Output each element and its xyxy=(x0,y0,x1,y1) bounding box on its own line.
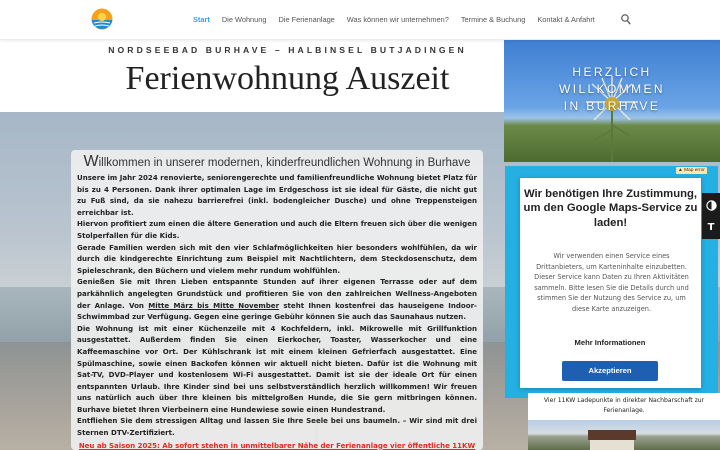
charging-points-notice[interactable]: Neu ab Saison 2025: Ab sofort stehen in unmittelbarer Nähe der Ferienanlage vier öffentliche 11KW xyxy=(78,441,476,450)
sunset-logo-icon[interactable] xyxy=(91,8,113,30)
nav-item-kontakt-anfahrt[interactable]: Kontakt & Anfahrt xyxy=(537,15,595,24)
text-size-button[interactable]: T xyxy=(707,221,715,233)
welcome-body xyxy=(77,172,477,450)
holiday-complex-image xyxy=(528,420,720,450)
welcome-paragraph xyxy=(77,172,477,218)
welcome-heading-text: illkommen in unserer modernen, kinderfreundlichen Wohnung in Burhave xyxy=(98,157,471,169)
welcome-paragraph xyxy=(77,323,477,416)
charging-caption-box xyxy=(528,393,720,420)
nav-item-ferienanlage[interactable]: Die Ferienanlage xyxy=(278,15,335,24)
site-subtitle: NORDSEEBAD BURHAVE – HALBINSEL BUTJADINGEN xyxy=(108,45,467,55)
consent-title: Wir benötigen Ihre Zustimmung, um den Google Maps-Service zu laden! xyxy=(523,188,698,229)
nav-item-termine-buchung[interactable]: Termine & Buchung xyxy=(460,15,526,24)
welcome-paragraph-text: Gerade Familien werden sich mit den vier Schlafmöglichkeiten hier besonders wohlfühlen, da wir durch die kindgerechte Einrichtung zum Beispiel mit Nachtlichtern, dem Steckdosenschutz, dem Spieleschrank, den Büchern und vielem mehr rundum wohlfühlen. xyxy=(77,242,477,275)
welcome-overlay-line: HERZLICH xyxy=(572,65,652,79)
season-dates-link[interactable]: Mitte März bis Mitte November xyxy=(148,300,280,310)
contrast-toggle-button[interactable] xyxy=(702,194,720,216)
more-information-button[interactable]: Mehr Informationen xyxy=(562,336,658,350)
welcome-paragraph xyxy=(77,218,477,241)
welcome-panel xyxy=(71,150,483,450)
nav-item-start[interactable]: Start xyxy=(193,15,210,24)
welcome-overlay-line: WILLKOMMEN xyxy=(558,82,665,96)
site-header xyxy=(0,0,720,40)
contrast-icon xyxy=(706,200,717,211)
welcome-paragraph xyxy=(77,276,477,322)
burhave-welcome-image xyxy=(504,40,720,162)
welcome-overlay-text xyxy=(504,64,720,115)
warning-icon: ▲ xyxy=(678,168,683,173)
house-roof xyxy=(588,430,636,440)
welcome-paragraph-text: Die Wohnung ist mit einer Küchenzeile mit 4 Kochfeldern, inkl. Mikrowelle mit Grillfunktion ausgestattet. Außerdem finden Sie einen Eierkocher, Toaster, Wasserkocher und eine Kaffeemaschine vor Ort. Der Kühlschrank ist mit einem kleinen Gefrierfach ausgestattet. Eine Spülmaschine, sowie einen Backofen können wir aktuell nicht bieten. Dafür ist die Wohnung mit Sat-TV, DVD-Player und kostenlosem Wi-Fi ausgestattet. Damit ist sie der ideale Ort für einen entspannten Urlaub. Ihre Kinder sind bei uns selbstverständlich herzlich willkommen! Wir freuen uns natürlich auch über Ihre kleinen bis mittelgroßen Hunde, die Sie gern mitbringen können. Burhave bietet Ihren Vierbeinern eine Hundewiese sowie einen Hundestrand. xyxy=(77,323,477,414)
map-error-badge xyxy=(676,167,707,174)
welcome-paragraph-text: Unsere im Jahr 2024 renovierte, seniorengerechte und familienfreundliche Wohnung bietet Platz für bis zu 4 Personen. Dank ihrer optimalen Lage im Erdgeschoss ist sie ideal für Gäste, die nicht gut zu Fuß sind, da sie nahezu barrierefrei (inkl. bodengleicher Dusche) und ohne Treppensteigen erreichbar ist. xyxy=(77,173,477,217)
welcome-heading xyxy=(77,153,477,170)
welcome-paragraph xyxy=(77,242,477,277)
welcome-paragraph-text: Genießen Sie mit Ihren Lieben entspannte Stunden auf ihrer eigenen Terrasse oder auf dem parkähnlich angelegten Grundstück und profitieren Sie von den zahlreichen Wellness-Angeboten der Anlage. Von xyxy=(77,277,477,310)
welcome-paragraph-text: Hiervon profitiert zum einen die ältere Generation und auch die Eltern freuen sich über die wenigen Stolperfallen für die Kids. xyxy=(77,219,477,240)
consent-text: Wir verwenden einen Service eines Drittanbieters, um Karteninhalte einzubetten. Dieser Service kann Daten zu Ihren Aktivitäten sammeln. Bitte lesen Sie die Details durch und stimmen Sie der Nutzung des Service zu, um diese Karte anzuzeigen. xyxy=(534,252,689,313)
search-icon[interactable] xyxy=(621,14,631,25)
main-nav xyxy=(193,15,607,24)
site-title: Ferienwohnung Auszeit xyxy=(125,60,450,97)
welcome-paragraph-text: Entfliehen Sie dem stressigen Alltag und lassen Sie Ihre Seele bei uns baumeln. – Wir sind mit drei Sternen DTV-Zertifiziert. xyxy=(77,416,477,438)
house-wall xyxy=(590,440,634,450)
welcome-paragraph-text: steht Ihnen kostenfrei das hauseigene Indoor-Schwimmbad zur Verfügung. Gegen eine geringe Gebühr können Sie auch das Saunahaus nutzen. xyxy=(77,300,477,322)
map-error-text: Map error xyxy=(684,168,705,173)
accessibility-toolbar xyxy=(702,193,720,239)
nav-item-unternehmen[interactable]: Was können wir unternehmen? xyxy=(346,15,449,24)
nav-item-wohnung[interactable]: Die Wohnung xyxy=(221,15,267,24)
charging-caption: Vier 11KW Ladepunkte in direkter Nachbarschaft zur Ferienanlage. xyxy=(543,397,705,414)
welcome-overlay-line: IN BURHAVE xyxy=(563,99,661,113)
welcome-paragraph xyxy=(77,415,477,438)
accept-button[interactable]: Akzeptieren xyxy=(562,361,658,381)
maps-consent-dialog xyxy=(520,178,701,388)
welcome-heading-initial: W xyxy=(83,153,99,170)
